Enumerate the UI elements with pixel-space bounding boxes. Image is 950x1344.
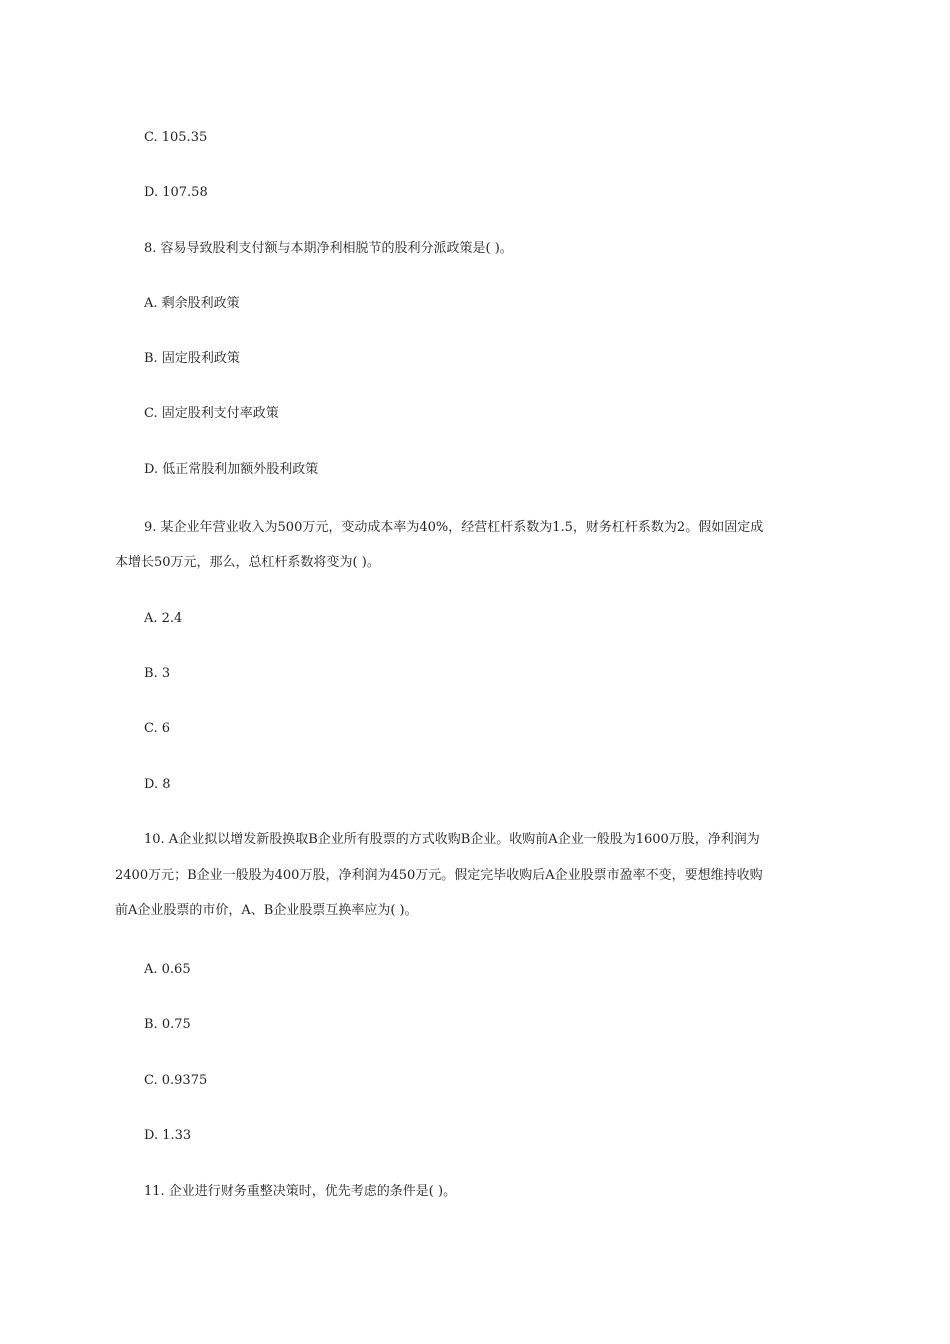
q8-option-b: B. 固定股利政策 — [144, 351, 240, 366]
q10-option-c: C. 0.9375 — [144, 1073, 208, 1088]
q9-option-c: C. 6 — [144, 721, 171, 736]
q10-option-d: D. 1.33 — [144, 1128, 192, 1143]
q9-option-b: B. 3 — [144, 666, 171, 681]
question-10-line-2: 2400万元；B企业一般股为400万股，净利润为450万元。假定完毕收购后A企业股票市盈率不变，要想维持收购 — [115, 868, 763, 883]
option-d-107-58: D. 107.58 — [144, 185, 208, 200]
q9-option-d: D. 8 — [144, 777, 171, 792]
q8-option-c: C. 固定股利支付率政策 — [144, 406, 279, 421]
q10-option-a: A. 0.65 — [144, 962, 191, 977]
q10-option-b: B. 0.75 — [144, 1017, 191, 1032]
option-c-105-35: C. 105.35 — [144, 130, 208, 145]
question-8: 8. 容易导致股利支付额与本期净利相脱节的股利分派政策是( )。 — [144, 241, 513, 256]
q9-option-a: A. 2.4 — [144, 611, 183, 626]
question-9-line-2: 本增长50万元，那么，总杠杆系数将变为( )。 — [115, 555, 380, 570]
q8-option-d: D. 低正常股利加额外股利政策 — [144, 462, 319, 477]
question-10-line-1: 10. A企业拟以增发新股换取B企业所有股票的方式收购B企业。收购前A企业一般股为1600万股，净利润为 — [144, 832, 760, 847]
question-11: 11. 企业进行财务重整决策时，优先考虑的条件是( )。 — [144, 1184, 457, 1199]
question-9-line-1: 9. 某企业年营业收入为500万元，变动成本率为40%，经营杠杆系数为1.5，财务杠杆系数为2。假如固定成 — [144, 520, 764, 535]
question-10-line-3: 前A企业股票的市价，A、B企业股票互换率应为( )。 — [115, 903, 418, 918]
q8-option-a: A. 剩余股利政策 — [144, 296, 240, 311]
